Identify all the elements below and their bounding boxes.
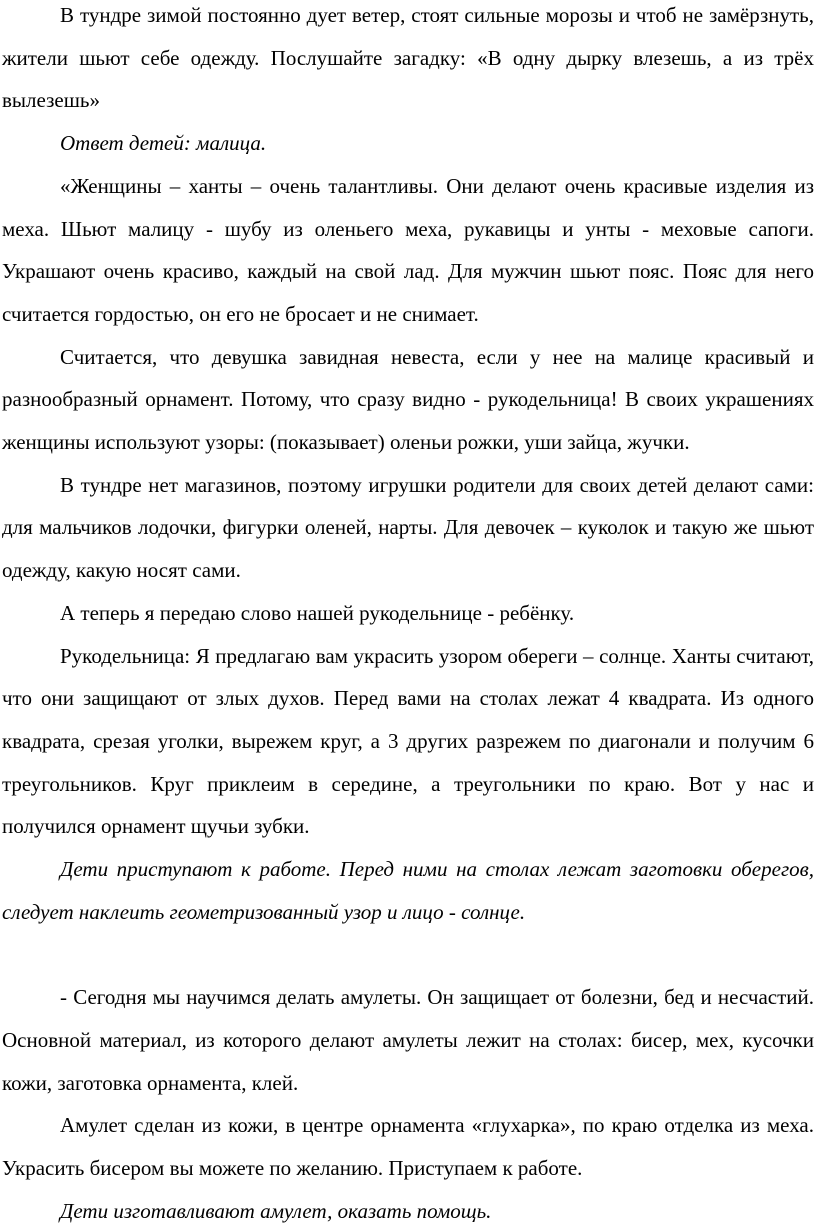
paragraph-needlewoman: Рукодельница: Я предлагаю вам украсить узором обереги – солнце. Ханты считают, что они защищают от злых духов. Перед вами на столах лежат 4 квадрата. Из одного квадрата, срезая уголки, вырежем круг, а 3 других разрежем по диагонали и получим 6 треугольников. Круг приклеим в середине, а треугольники по краю. Вот у нас и получился орнамент щучьи зубки. (2, 643, 814, 839)
paragraph-khanty-women: «Женщины – ханты – очень талантливы. Они делают очень красивые изделия из меха. Шьют малицу - шубу из оленьего меха, рукавицы и унты - меховые сапоги. Украшают очень красиво, каждый на свой лад. Для мужчин шьют пояс. Пояс для него считается гордостью, он его не бросает и не снимает. (2, 173, 814, 326)
paragraph-children-work: Дети приступают к работе. Перед ними на столах лежат заготовки оберегов, следует наклеить геометризованный узор и лицо - солнце. (2, 857, 814, 924)
paragraph-tundra-clothing: В тундре зимой постоянно дует ветер, стоят сильные морозы и чтоб не замёрзнуть, жители шьют себе одежду. Послушайте загадку: «В одну дырку влезешь, а из трёх вылезешь» (2, 3, 814, 113)
paragraph-amulets-intro: - Сегодня мы научимся делать амулеты. Он защищает от болезни, бед и несчастий. Основной материал, из которого делают амулеты лежит на столах: бисер, мех, кусочки кожи, заготовка орнамента, клей. (2, 985, 814, 1095)
paragraph-amulet-description: Амулет сделан из кожи, в центре орнамента «глухарка», по краю отделка из меха. Украсить бисером вы можете по желанию. Приступаем к работе. (2, 1113, 814, 1180)
paragraph-children-make-amulet: Дети изготавливают амулет, оказать помощь. (60, 1198, 492, 1223)
paragraph-children-answer: Ответ детей: малица. (60, 131, 267, 156)
paragraph-ornament: Считается, что девушка завидная невеста, если у нее на малице красивый и разнообразный орнамент. Потому, что сразу видно - рукодельница! В своих украшениях женщины используют узоры: (показывает) оленьи рожки, уши зайца, жучки. (2, 344, 814, 455)
blank-line (2, 933, 814, 976)
paragraph-handover: А теперь я передаю слово нашей рукодельнице - ребёнку. (60, 600, 575, 625)
paragraph-toys: В тундре нет магазинов, поэтому игрушки родители для своих детей делают сами: для мальчиков лодочки, фигурки оленей, нарты. Для девочек – куколок и такую же шьют одежду, какую носят сами. (2, 472, 814, 583)
